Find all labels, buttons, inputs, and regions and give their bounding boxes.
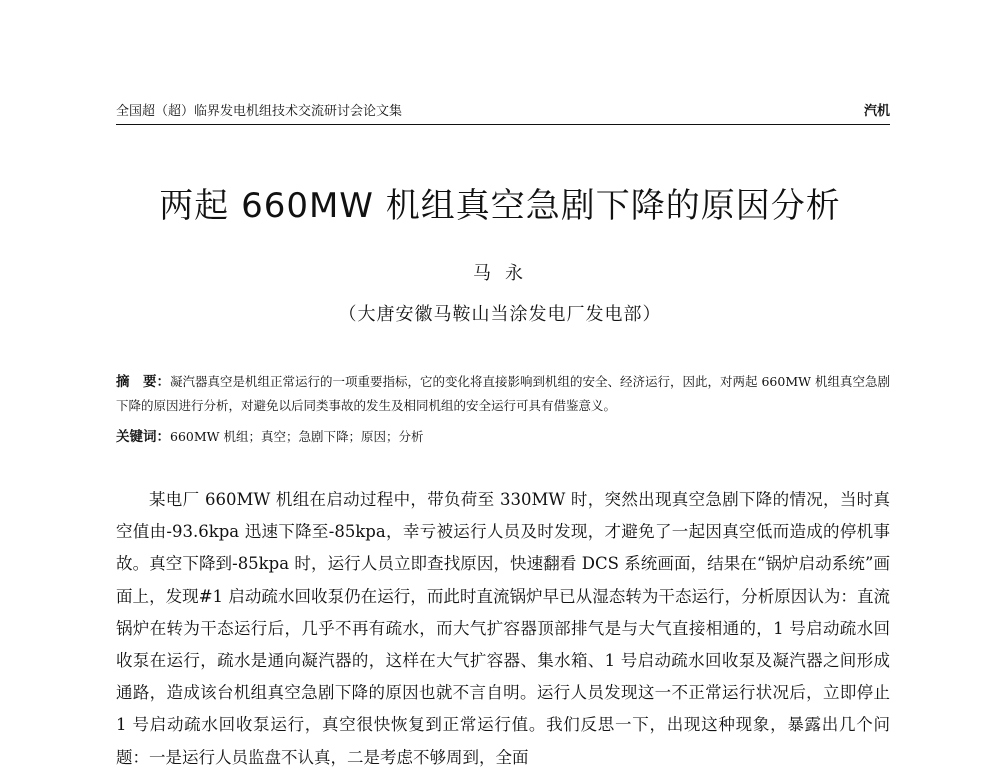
keywords-label: 关键词： [116,429,170,445]
abstract [116,370,892,417]
proceedings-title: 全国超（超）临界发电机组技术交流研讨会论文集 [116,104,403,119]
keywords [116,426,892,448]
paper-title: 两起 660MW 机组真空急剧下降的原因分析 [159,186,841,226]
keywords-text: 660MW 机组；真空；急剧下降；原因；分析 [170,429,424,444]
abstract-label: 摘 要： [116,374,170,390]
running-header [116,102,890,125]
abstract-text: 凝汽器真空是机组正常运行的一项重要指标，它的变化将直接影响到机组的安全、经济运行，因此，对两起 660MW 机组真空急剧下降的原因进行分析，对避免以后同类事故的发生及相同机组的安全运行可具有借鉴意义。 [116,374,890,413]
body-paragraph: 某电厂 660MW 机组在启动过程中，带负荷至 330MW 时，突然出现真空急剧下降的情况，当时真空值由-93.6kpa 迅速下降至-85kpa，幸亏被运行人员及时发现，才避免了一起因真空低而造成的停机事故。真空下降到-85kpa 时，运行人员立即查找原因，快速翻看 DCS 系统画面，结果在“锅炉启动系统”画面上，发现#1 启动疏水回收泵仍在运行，而此时直流锅炉早已从湿态转为干态运行，分析原因认为：直流锅炉在转为干态运行后，几乎不再有疏水，而大气扩容器顶部排气是与大气直接相通的，1 号启动疏水回收泵在运行，疏水是通向凝汽器的，这样在大气扩容器、集水箱、1 号启动疏水回收泵及凝汽器之间形成通路，造成该台机组真空急剧下降的原因也就不言自明。运行人员发现这一不正常运行状况后，立即停止 1 号启动疏水回收泵运行，真空很快恢复到正常运行值。我们反思一下，出现这种现象，暴露出几个问题：一是运行人员监盘不认真，二是考虑不够周到，全面 [116,490,890,767]
author-affiliation: （大唐安徽马鞍山当涂发电厂发电部） [338,304,662,325]
section-label: 汽机 [863,104,890,119]
author-name: 马永 [473,263,537,284]
